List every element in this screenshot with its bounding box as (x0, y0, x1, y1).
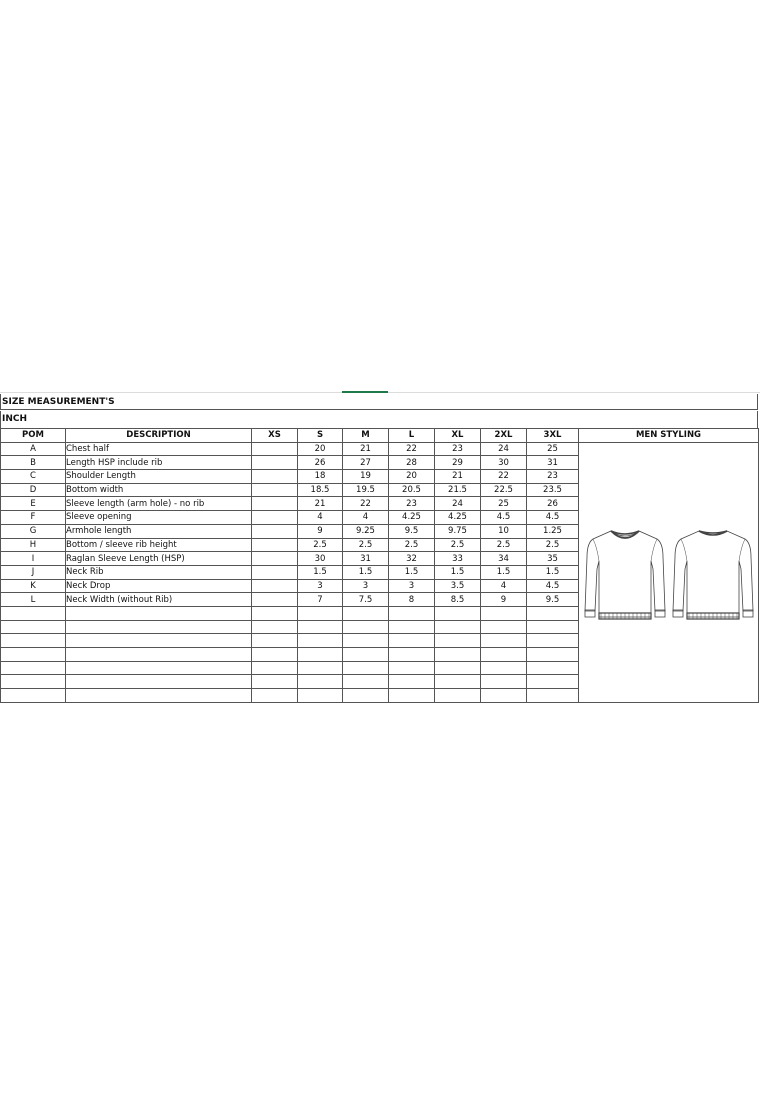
value-cell-xs[interactable] (252, 483, 298, 497)
value-cell-xs[interactable] (252, 511, 298, 525)
value-cell-s[interactable] (298, 620, 343, 634)
value-cell-xl[interactable] (435, 675, 481, 689)
value-cell-xl[interactable]: 21.5 (435, 483, 481, 497)
sweatshirt-front-icon (585, 531, 665, 619)
value-cell-xs[interactable] (252, 620, 298, 634)
description-cell[interactable]: Chest half (66, 442, 252, 456)
value-cell-l[interactable]: 22 (389, 442, 435, 456)
value-cell-l[interactable] (389, 648, 435, 662)
value-cell-xs[interactable] (252, 442, 298, 456)
pom-cell[interactable]: L (1, 593, 66, 607)
value-cell-l[interactable]: 32 (389, 552, 435, 566)
value-cell-3xl[interactable] (527, 689, 579, 703)
value-cell-m[interactable]: 9.25 (343, 524, 389, 538)
pom-cell[interactable]: F (1, 511, 66, 525)
value-cell-3xl[interactable]: 26 (527, 497, 579, 511)
description-cell[interactable]: Shoulder Length (66, 470, 252, 484)
description-cell[interactable]: Sleeve length (arm hole) - no rib (66, 497, 252, 511)
value-cell-l[interactable] (389, 689, 435, 703)
value-cell-xs[interactable] (252, 661, 298, 675)
value-cell-m[interactable]: 21 (343, 442, 389, 456)
value-cell-xl[interactable]: 8.5 (435, 593, 481, 607)
value-cell-s[interactable]: 4 (298, 511, 343, 525)
value-cell-m[interactable]: 7.5 (343, 593, 389, 607)
description-cell[interactable]: Neck Rib (66, 565, 252, 579)
value-cell-xl[interactable]: 33 (435, 552, 481, 566)
value-cell-3xl[interactable]: 23.5 (527, 483, 579, 497)
value-cell-xs[interactable] (252, 579, 298, 593)
value-cell-3xl[interactable]: 1.5 (527, 565, 579, 579)
description-cell[interactable]: Neck Drop (66, 579, 252, 593)
value-cell-s[interactable] (298, 606, 343, 620)
value-cell-l[interactable]: 9.5 (389, 524, 435, 538)
sheet-title: SIZE MEASUREMENT'S (0, 394, 758, 410)
value-cell-l[interactable] (389, 620, 435, 634)
sweatshirt-back-icon (673, 531, 753, 619)
description-cell[interactable]: Sleeve opening (66, 511, 252, 525)
value-cell-2xl[interactable]: 9 (481, 593, 527, 607)
value-cell-2xl[interactable]: 24 (481, 442, 527, 456)
value-cell-s[interactable]: 7 (298, 593, 343, 607)
pom-cell[interactable]: G (1, 524, 66, 538)
value-cell-m[interactable]: 19.5 (343, 483, 389, 497)
description-cell[interactable] (66, 634, 252, 648)
value-cell-3xl[interactable] (527, 634, 579, 648)
value-cell-s[interactable] (298, 634, 343, 648)
value-cell-xs[interactable] (252, 470, 298, 484)
header-size-s: S (298, 429, 343, 443)
value-cell-m[interactable] (343, 689, 389, 703)
value-cell-2xl[interactable]: 22 (481, 470, 527, 484)
sweatshirt-illustration (581, 517, 757, 627)
header-size-l: L (389, 429, 435, 443)
value-cell-xl[interactable]: 21 (435, 470, 481, 484)
value-cell-s[interactable]: 9 (298, 524, 343, 538)
value-cell-s[interactable]: 21 (298, 497, 343, 511)
pom-cell[interactable]: H (1, 538, 66, 552)
value-cell-xs[interactable] (252, 689, 298, 703)
pom-cell[interactable] (1, 606, 66, 620)
value-cell-s[interactable] (298, 661, 343, 675)
value-cell-xs[interactable] (252, 524, 298, 538)
value-cell-2xl[interactable]: 22.5 (481, 483, 527, 497)
value-cell-m[interactable]: 2.5 (343, 538, 389, 552)
value-cell-xs[interactable] (252, 497, 298, 511)
value-cell-xs[interactable] (252, 606, 298, 620)
pom-cell[interactable]: I (1, 552, 66, 566)
value-cell-3xl[interactable] (527, 606, 579, 620)
value-cell-l[interactable]: 2.5 (389, 538, 435, 552)
description-cell[interactable] (66, 606, 252, 620)
value-cell-2xl[interactable] (481, 675, 527, 689)
description-cell[interactable]: Length HSP include rib (66, 456, 252, 470)
value-cell-xs[interactable] (252, 675, 298, 689)
value-cell-2xl[interactable] (481, 634, 527, 648)
description-cell[interactable] (66, 675, 252, 689)
value-cell-m[interactable]: 1.5 (343, 565, 389, 579)
value-cell-3xl[interactable] (527, 675, 579, 689)
value-cell-l[interactable]: 20 (389, 470, 435, 484)
value-cell-3xl[interactable]: 23 (527, 470, 579, 484)
pom-cell[interactable] (1, 620, 66, 634)
description-cell[interactable] (66, 648, 252, 662)
value-cell-s[interactable] (298, 648, 343, 662)
value-cell-2xl[interactable]: 30 (481, 456, 527, 470)
pom-cell[interactable]: J (1, 565, 66, 579)
value-cell-m[interactable]: 19 (343, 470, 389, 484)
header-description: DESCRIPTION (66, 429, 252, 443)
value-cell-l[interactable]: 28 (389, 456, 435, 470)
value-cell-3xl[interactable]: 9.5 (527, 593, 579, 607)
value-cell-l[interactable] (389, 606, 435, 620)
value-cell-2xl[interactable]: 4 (481, 579, 527, 593)
value-cell-2xl[interactable]: 4.5 (481, 511, 527, 525)
value-cell-xl[interactable]: 9.75 (435, 524, 481, 538)
value-cell-s[interactable]: 18.5 (298, 483, 343, 497)
description-cell[interactable] (66, 661, 252, 675)
value-cell-2xl[interactable]: 25 (481, 497, 527, 511)
value-cell-s[interactable]: 1.5 (298, 565, 343, 579)
value-cell-2xl[interactable] (481, 620, 527, 634)
value-cell-3xl[interactable]: 1.25 (527, 524, 579, 538)
value-cell-2xl[interactable]: 34 (481, 552, 527, 566)
value-cell-s[interactable]: 2.5 (298, 538, 343, 552)
value-cell-3xl[interactable]: 35 (527, 552, 579, 566)
value-cell-3xl[interactable]: 4.5 (527, 579, 579, 593)
value-cell-2xl[interactable] (481, 689, 527, 703)
pom-cell[interactable]: K (1, 579, 66, 593)
value-cell-m[interactable] (343, 620, 389, 634)
value-cell-2xl[interactable] (481, 606, 527, 620)
pom-cell[interactable]: A (1, 442, 66, 456)
description-cell[interactable]: Raglan Sleeve Length (HSP) (66, 552, 252, 566)
value-cell-2xl[interactable]: 2.5 (481, 538, 527, 552)
header-row (1, 429, 759, 443)
value-cell-s[interactable] (298, 689, 343, 703)
value-cell-l[interactable] (389, 661, 435, 675)
description-cell[interactable]: Bottom / sleeve rib height (66, 538, 252, 552)
value-cell-s[interactable]: 26 (298, 456, 343, 470)
value-cell-2xl[interactable]: 10 (481, 524, 527, 538)
value-cell-m[interactable]: 4 (343, 511, 389, 525)
value-cell-m[interactable]: 3 (343, 579, 389, 593)
value-cell-2xl[interactable] (481, 648, 527, 662)
value-cell-l[interactable]: 4.25 (389, 511, 435, 525)
pom-cell[interactable] (1, 689, 66, 703)
men-styling-cell (579, 442, 759, 702)
value-cell-2xl[interactable] (481, 661, 527, 675)
value-cell-xs[interactable] (252, 552, 298, 566)
value-cell-l[interactable]: 20.5 (389, 483, 435, 497)
value-cell-l[interactable] (389, 675, 435, 689)
value-cell-s[interactable] (298, 675, 343, 689)
value-cell-3xl[interactable]: 25 (527, 442, 579, 456)
value-cell-xl[interactable]: 4.25 (435, 511, 481, 525)
value-cell-m[interactable]: 27 (343, 456, 389, 470)
value-cell-xl[interactable] (435, 661, 481, 675)
value-cell-m[interactable]: 31 (343, 552, 389, 566)
value-cell-3xl[interactable] (527, 661, 579, 675)
value-cell-xl[interactable]: 23 (435, 442, 481, 456)
value-cell-m[interactable] (343, 675, 389, 689)
pom-cell[interactable] (1, 648, 66, 662)
pom-cell[interactable]: B (1, 456, 66, 470)
value-cell-m[interactable]: 22 (343, 497, 389, 511)
value-cell-m[interactable] (343, 634, 389, 648)
value-cell-xl[interactable]: 29 (435, 456, 481, 470)
value-cell-3xl[interactable] (527, 648, 579, 662)
description-cell[interactable] (66, 689, 252, 703)
value-cell-xs[interactable] (252, 538, 298, 552)
header-size-xs: XS (252, 429, 298, 443)
value-cell-3xl[interactable]: 2.5 (527, 538, 579, 552)
value-cell-xs[interactable] (252, 634, 298, 648)
value-cell-s[interactable]: 3 (298, 579, 343, 593)
value-cell-xl[interactable] (435, 689, 481, 703)
description-cell[interactable]: Neck Width (without Rib) (66, 593, 252, 607)
value-cell-3xl[interactable]: 31 (527, 456, 579, 470)
pom-cell[interactable] (1, 634, 66, 648)
header-size-xl: XL (435, 429, 481, 443)
value-cell-xl[interactable] (435, 648, 481, 662)
value-cell-s[interactable]: 30 (298, 552, 343, 566)
value-cell-xs[interactable] (252, 456, 298, 470)
value-cell-l[interactable]: 3 (389, 579, 435, 593)
value-cell-l[interactable]: 1.5 (389, 565, 435, 579)
value-cell-xs[interactable] (252, 565, 298, 579)
value-cell-l[interactable]: 23 (389, 497, 435, 511)
pom-cell[interactable]: E (1, 497, 66, 511)
header-men-styling: MEN STYLING (579, 429, 759, 443)
table-row (1, 442, 759, 456)
pom-cell[interactable]: C (1, 470, 66, 484)
measurement-table (0, 428, 759, 703)
unit-label: INCH (0, 411, 758, 428)
value-cell-m[interactable] (343, 606, 389, 620)
value-cell-s[interactable]: 18 (298, 470, 343, 484)
pom-cell[interactable]: D (1, 483, 66, 497)
value-cell-3xl[interactable]: 4.5 (527, 511, 579, 525)
description-cell[interactable]: Armhole length (66, 524, 252, 538)
pom-cell[interactable] (1, 675, 66, 689)
value-cell-2xl[interactable]: 1.5 (481, 565, 527, 579)
description-cell[interactable] (66, 620, 252, 634)
value-cell-xs[interactable] (252, 593, 298, 607)
pom-cell[interactable] (1, 661, 66, 675)
value-cell-s[interactable]: 20 (298, 442, 343, 456)
value-cell-xs[interactable] (252, 648, 298, 662)
description-cell[interactable]: Bottom width (66, 483, 252, 497)
value-cell-xl[interactable] (435, 620, 481, 634)
header-pom: POM (1, 429, 66, 443)
value-cell-l[interactable]: 8 (389, 593, 435, 607)
value-cell-xl[interactable] (435, 606, 481, 620)
value-cell-xl[interactable]: 24 (435, 497, 481, 511)
value-cell-l[interactable] (389, 634, 435, 648)
value-cell-xl[interactable]: 2.5 (435, 538, 481, 552)
value-cell-xl[interactable]: 3.5 (435, 579, 481, 593)
active-cell-marker (342, 391, 388, 393)
value-cell-m[interactable] (343, 648, 389, 662)
header-size-3xl: 3XL (527, 429, 579, 443)
value-cell-m[interactable] (343, 661, 389, 675)
value-cell-xl[interactable] (435, 634, 481, 648)
value-cell-3xl[interactable] (527, 620, 579, 634)
header-size-m: M (343, 429, 389, 443)
value-cell-xl[interactable]: 1.5 (435, 565, 481, 579)
header-size-2xl: 2XL (481, 429, 527, 443)
